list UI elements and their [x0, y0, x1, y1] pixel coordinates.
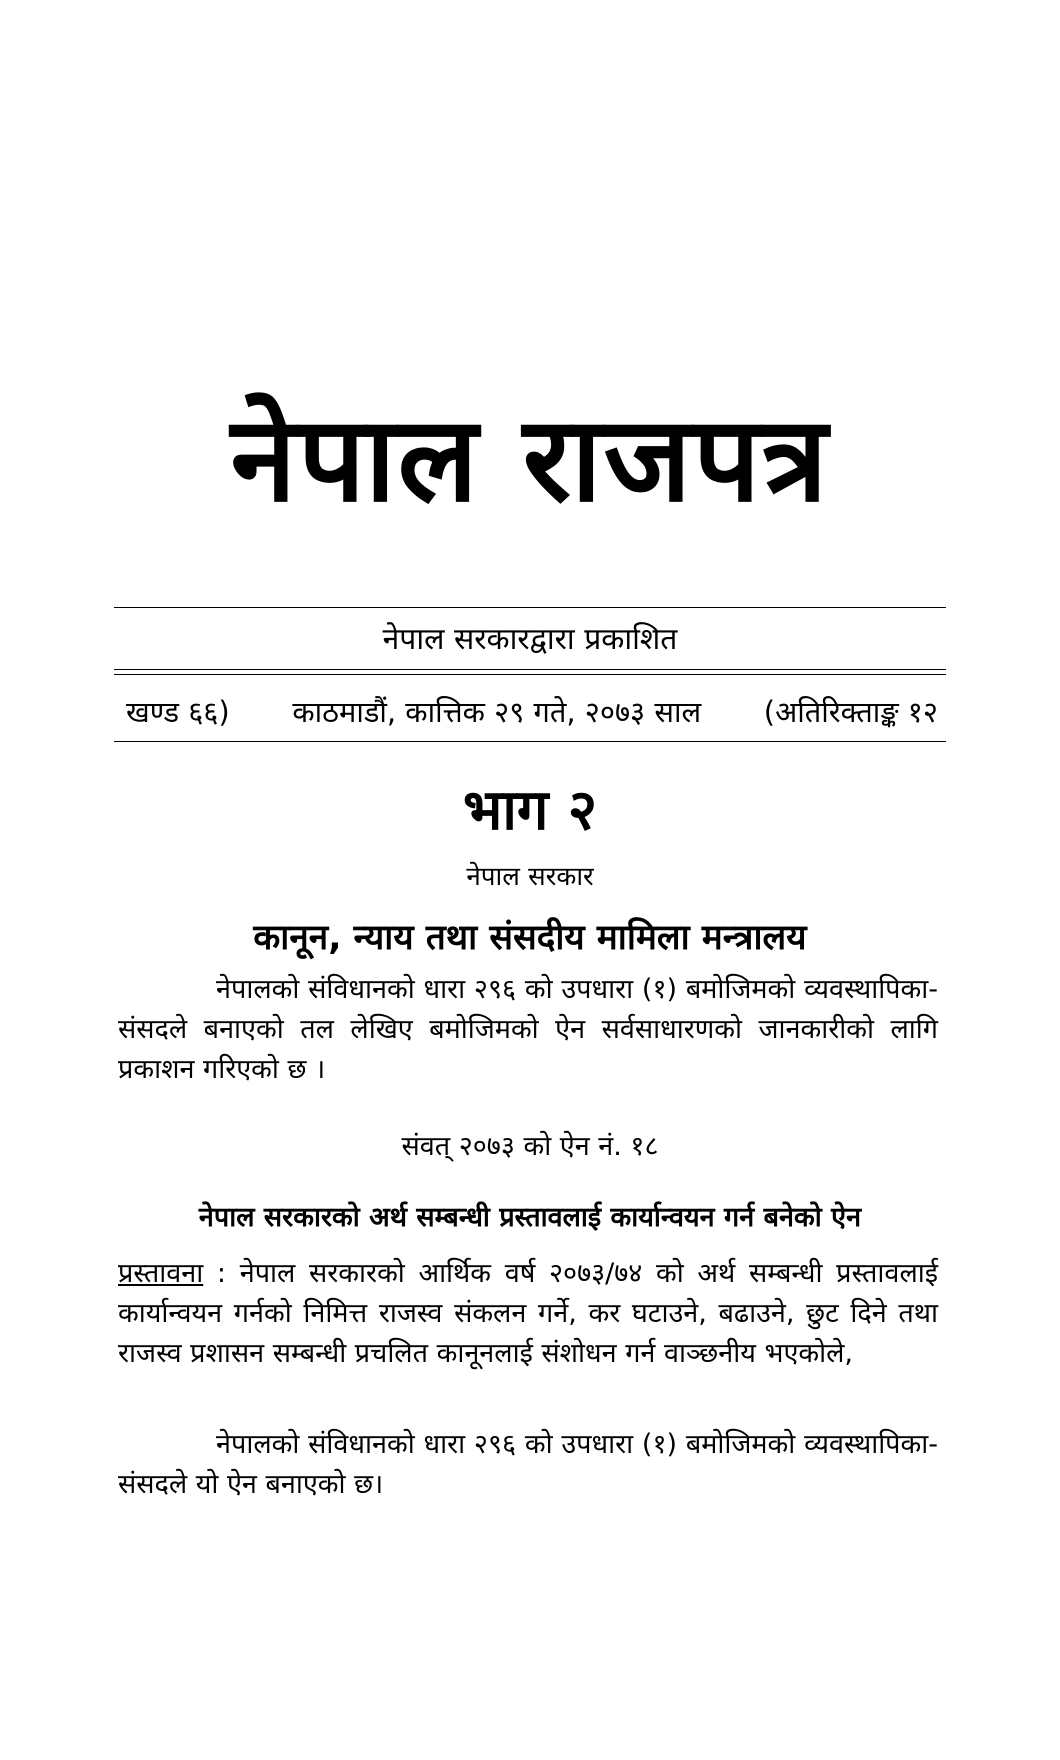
issue-place-date: काठमाडौं, कात्तिक २९ गते, २०७३ साल	[292, 695, 702, 729]
issue-volume: खण्ड ६६)	[126, 695, 230, 729]
part-heading: भाग २	[462, 778, 598, 843]
act-title: नेपाल सरकारको अर्थ सम्बन्धी प्रस्तावलाई कार्यान्वयन गर्न बनेको ऐन	[198, 1202, 862, 1233]
act-number: संवत् २०७३ को ऐन नं. १८	[401, 1131, 659, 1162]
publisher-line: नेपाल सरकारद्वारा प्रकाशित	[382, 622, 678, 657]
preamble-separator: :	[203, 1258, 240, 1289]
top-rule	[114, 607, 946, 608]
bottom-rule	[114, 741, 946, 742]
ministry-heading: कानून, न्याय तथा संसदीय मामिला मन्त्रालय	[253, 918, 807, 958]
issue-extraordinary-number: (अतिरिक्ताङ्क १२	[763, 695, 938, 729]
preamble-label: प्रस्तावना	[118, 1258, 204, 1289]
preamble-paragraph	[118, 1254, 938, 1374]
issue-info-line	[126, 692, 938, 731]
preamble-text: नेपाल सरकारको आर्थिक वर्ष २०७३/७४ को अर्थ सम्बन्धी प्रस्तावलाई कार्यान्वयन गर्नको निमित्त राजस्व संकलन गर्ने, कर घटाउने, बढाउने, छुट दिने तथा राजस्व प्रशासन सम्बन्धी प्रचलित कानूनलाई संशोधन गर्न वाञ्छनीय भएकोले,	[118, 1258, 938, 1369]
double-rule-lower	[114, 674, 946, 675]
enactment-paragraph: नेपालको संविधानको धारा २९६ को उपधारा (१) बमोजिमको व्यवस्थापिका-संसदले यो ऐन बनाएको छ।	[118, 1429, 938, 1500]
double-rule-upper	[114, 669, 946, 670]
government-heading: नेपाल सरकार	[466, 862, 594, 892]
gazette-masthead: नेपाल राजपत्र	[230, 390, 830, 528]
notice-paragraph: नेपालको संविधानको धारा २९६ को उपधारा (१) बमोजिमको व्यवस्थापिका-संसदले बनाएको तल लेखिए बमोजिमको ऐन सर्वसाधारणको जानकारीको लागि प्रकाशन गरिएको छ ।	[118, 974, 938, 1085]
